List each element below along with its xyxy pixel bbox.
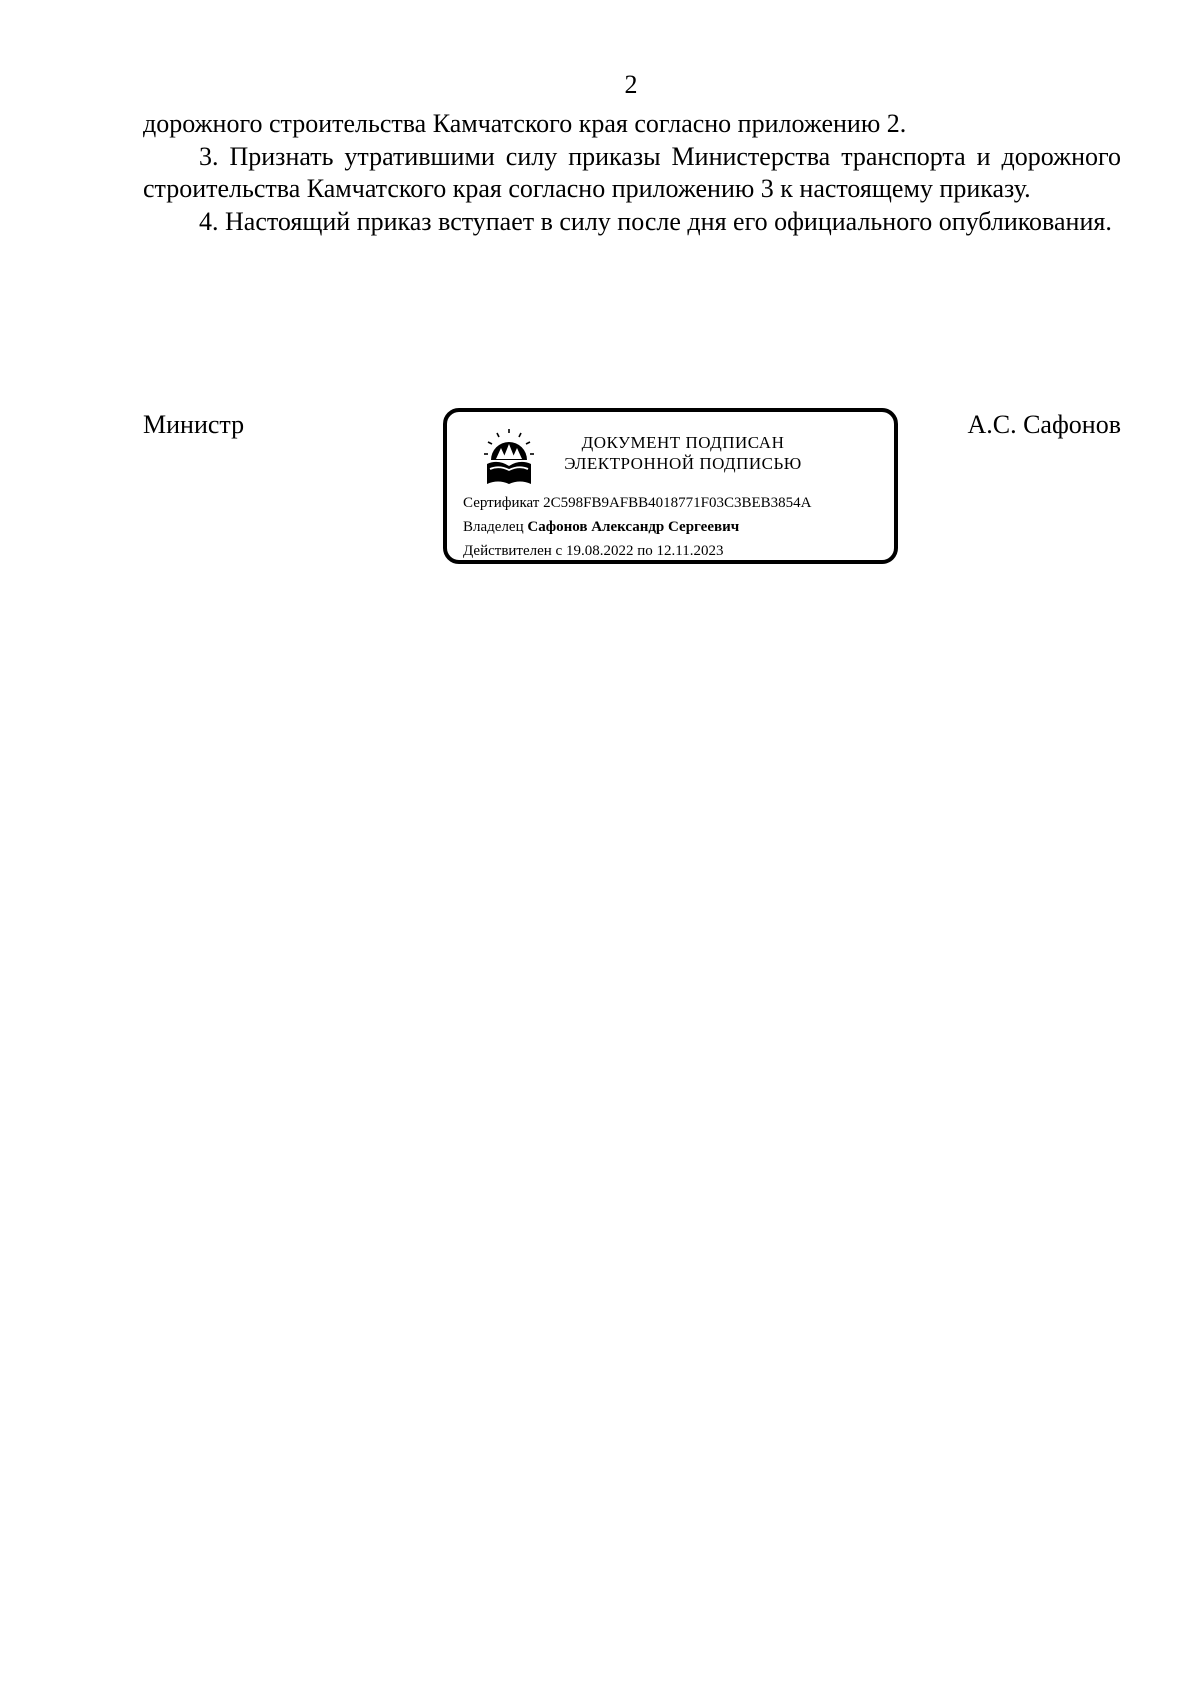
stamp-validity	[463, 542, 723, 560]
owner-label: Владелец	[463, 519, 524, 535]
stamp-title-line-1: ДОКУМЕНТ ПОДПИСАН	[581, 433, 785, 452]
kamchatka-emblem-icon	[483, 428, 535, 486]
stamp-certificate	[463, 494, 812, 512]
paragraph-item-4: 4. Настоящий приказ вступает в силу после дня его официального опубликования.	[199, 206, 1112, 236]
stamp-title-line-2: ЭЛЕКТРОННОЙ ПОДПИСЬЮ	[564, 454, 802, 473]
signature-block	[143, 410, 1121, 590]
paragraph-continued: дорожного строительства Камчатского края согласно приложению 2.	[143, 109, 907, 138]
stamp-heading	[547, 432, 819, 474]
valid-to-label: по	[637, 543, 653, 559]
page-number: 2	[624, 70, 638, 99]
certificate-label: Сертификат	[463, 495, 540, 511]
certificate-value: 2C598FB9AFBB4018771F03C3BEB3854A	[543, 495, 812, 511]
owner-value: Сафонов Александр Сергеевич	[527, 519, 740, 535]
valid-label: Действителен с	[463, 543, 563, 559]
valid-from: 19.08.2022	[565, 543, 634, 559]
stamp-owner	[463, 518, 739, 536]
document-body	[143, 108, 1121, 238]
signer-name: А.С. Сафонов	[967, 410, 1121, 439]
electronic-signature-stamp	[443, 408, 898, 564]
valid-to: 12.11.2023	[656, 543, 724, 559]
paragraph-item-3: 3. Признать утратившими силу приказы Министерства транспорта и дорожного строительства Камчатского края согласно приложению 3 к настоящему приказу.	[143, 141, 1121, 203]
signer-position: Министр	[143, 410, 245, 439]
